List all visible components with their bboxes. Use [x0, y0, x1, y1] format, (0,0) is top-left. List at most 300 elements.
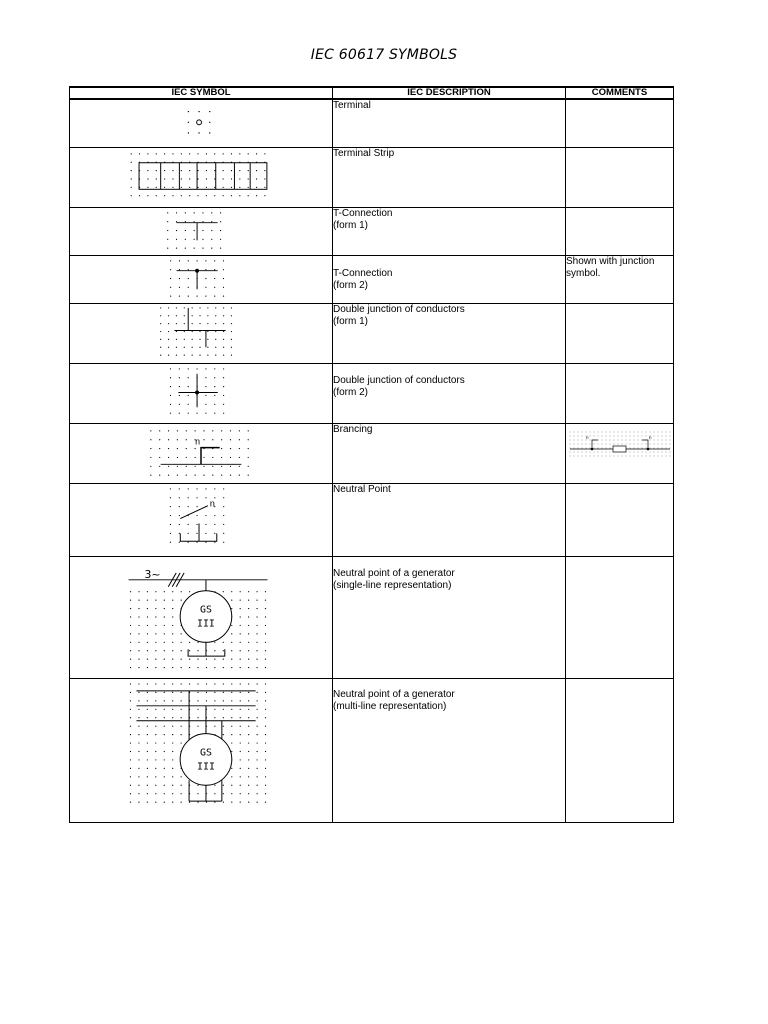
grid-dot — [172, 599, 173, 600]
grid-dot — [179, 403, 180, 404]
grid-dot — [199, 338, 200, 339]
grid-dot — [206, 666, 207, 667]
grid-dot — [205, 269, 206, 270]
grid-dot — [570, 443, 571, 444]
grid-dot — [176, 229, 177, 230]
grid-dot — [602, 455, 603, 456]
grid-dot — [172, 759, 173, 760]
grid-dot — [606, 439, 607, 440]
grid-dot — [167, 238, 168, 239]
table-row — [70, 207, 674, 255]
grid-dot — [231, 153, 232, 154]
grid-dot — [197, 178, 198, 179]
grid-dot — [212, 474, 213, 475]
grid-dot — [170, 514, 171, 515]
grid-dot — [248, 616, 249, 617]
grid-dot — [248, 456, 249, 457]
grid-dot — [189, 683, 190, 684]
grid-dot — [185, 212, 186, 213]
grid-dot — [181, 734, 182, 735]
grid-dot — [248, 607, 249, 608]
grid-dot — [147, 742, 148, 743]
description-cell — [333, 147, 566, 207]
grid-dot — [240, 658, 241, 659]
grid-dot — [256, 658, 257, 659]
grid-dot — [207, 338, 208, 339]
grid-dot — [240, 607, 241, 608]
grid-dot — [220, 229, 221, 230]
grid-dot — [221, 439, 222, 440]
grid-dot — [192, 346, 193, 347]
grid-dot — [578, 443, 579, 444]
t-connection-form2-icon — [70, 256, 332, 303]
grid-dot — [578, 451, 579, 452]
grid-dot — [196, 532, 197, 533]
grid-dot — [130, 750, 131, 751]
grid-dot — [196, 488, 197, 489]
grid-dot — [578, 435, 579, 436]
grid-dot — [658, 443, 659, 444]
grid-dot — [239, 195, 240, 196]
grid-dot — [614, 431, 615, 432]
grid-dot — [181, 691, 182, 692]
grid-dot — [138, 700, 139, 701]
grid-dot — [197, 691, 198, 692]
grid-dot — [197, 153, 198, 154]
grid-dot — [658, 455, 659, 456]
grid-dot — [646, 455, 647, 456]
grid-dot — [130, 776, 131, 777]
grid-dot — [582, 439, 583, 440]
grid-dot — [602, 451, 603, 452]
grid-dot — [570, 439, 571, 440]
grid-dot — [231, 683, 232, 684]
grid-dot — [184, 346, 185, 347]
grid-dot — [230, 474, 231, 475]
grid-dot — [167, 247, 168, 248]
grid-dot — [194, 238, 195, 239]
grid-dot — [199, 307, 200, 308]
grid-dot — [138, 725, 139, 726]
grid-dot — [214, 403, 215, 404]
grid-dot — [642, 435, 643, 436]
grid-dot — [147, 599, 148, 600]
description-cell — [333, 99, 566, 147]
grid-dot — [240, 624, 241, 625]
grid-dot — [147, 717, 148, 718]
grid-dot — [231, 633, 232, 634]
grid-dot — [223, 793, 224, 794]
grid-dot — [195, 447, 196, 448]
grid-dot — [172, 767, 173, 768]
grid-dot — [155, 591, 156, 592]
grid-dot — [155, 616, 156, 617]
grid-dot — [164, 750, 165, 751]
grid-dot — [666, 451, 667, 452]
grid-dot — [265, 734, 266, 735]
double-junction-form1-icon — [70, 304, 332, 363]
grid-dot — [256, 195, 257, 196]
grid-dot — [630, 443, 631, 444]
grid-dot — [670, 451, 671, 452]
grid-dot — [203, 474, 204, 475]
grid-dot — [248, 759, 249, 760]
grid-dot — [179, 523, 180, 524]
grid-dot — [654, 435, 655, 436]
grid-dot — [177, 465, 178, 466]
grid-dot — [662, 455, 663, 456]
grid-dot — [172, 691, 173, 692]
grid-dot — [138, 650, 139, 651]
generator-phases-label: III — [197, 617, 215, 629]
description-cell — [333, 207, 566, 255]
grid-dot — [156, 186, 157, 187]
grid-dot — [231, 607, 232, 608]
grid-dot — [172, 683, 173, 684]
grid-dot — [578, 439, 579, 440]
grid-dot — [223, 178, 224, 179]
grid-dot — [138, 776, 139, 777]
grid-dot — [239, 474, 240, 475]
comment-cell — [566, 363, 674, 423]
grid-dot — [130, 734, 131, 735]
grid-dot — [214, 708, 215, 709]
grid-dot — [221, 447, 222, 448]
grid-dot — [206, 700, 207, 701]
grid-dot — [164, 742, 165, 743]
comment-cell — [566, 255, 674, 303]
grid-dot — [231, 346, 232, 347]
grid-dot — [131, 195, 132, 196]
grid-dot — [196, 541, 197, 542]
grid-dot — [634, 439, 635, 440]
description-line: (single-line representation) — [333, 579, 452, 591]
grid-dot — [240, 599, 241, 600]
grid-dot — [231, 725, 232, 726]
grid-dot — [177, 430, 178, 431]
grid-dot — [147, 776, 148, 777]
grid-dot — [602, 439, 603, 440]
grid-dot — [248, 170, 249, 171]
grid-dot — [223, 195, 224, 196]
branch-mark: n — [195, 436, 201, 447]
grid-dot — [231, 750, 232, 751]
grid-dot — [159, 439, 160, 440]
grid-dot — [666, 439, 667, 440]
grid-dot — [256, 186, 257, 187]
grid-dot — [265, 633, 266, 634]
grid-dot — [186, 465, 187, 466]
table-row — [70, 483, 674, 556]
grid-dot — [199, 330, 200, 331]
grid-dot — [214, 412, 215, 413]
grid-dot — [164, 170, 165, 171]
grid-dot — [248, 801, 249, 802]
grid-dot — [598, 443, 599, 444]
grid-dot — [155, 691, 156, 692]
grid-dot — [646, 443, 647, 444]
grid-dot — [130, 700, 131, 701]
grid-dot — [240, 750, 241, 751]
grid-dot — [214, 488, 215, 489]
description-line: T-Connection — [333, 207, 393, 219]
grid-dot — [189, 195, 190, 196]
grid-dot — [598, 455, 599, 456]
grid-dot — [188, 295, 189, 296]
grid-dot — [239, 447, 240, 448]
grid-dot — [594, 443, 595, 444]
grid-dot — [147, 708, 148, 709]
grid-dot — [181, 725, 182, 726]
grid-dot — [223, 354, 224, 355]
grid-dot — [130, 767, 131, 768]
grid-dot — [256, 616, 257, 617]
grid-dot — [176, 307, 177, 308]
grid-dot — [188, 506, 189, 507]
grid-dot — [582, 455, 583, 456]
grid-dot — [164, 624, 165, 625]
grid-dot — [155, 700, 156, 701]
grid-dot — [638, 435, 639, 436]
grid-dot — [257, 801, 258, 802]
grid-dot — [223, 186, 224, 187]
grid-dot — [598, 447, 599, 448]
grid-dot — [248, 700, 249, 701]
grid-dot — [197, 666, 198, 667]
grid-dot — [164, 725, 165, 726]
grid-dot — [214, 368, 215, 369]
grid-dot — [130, 658, 131, 659]
grid-dot — [172, 624, 173, 625]
grid-dot — [654, 443, 655, 444]
grid-dot — [586, 443, 587, 444]
grid-dot — [168, 456, 169, 457]
grid-dot — [197, 658, 198, 659]
grid-dot — [594, 455, 595, 456]
grid-dot — [207, 330, 208, 331]
grid-dot — [206, 153, 207, 154]
grid-dot — [172, 195, 173, 196]
grid-dot — [172, 700, 173, 701]
grid-dot — [172, 742, 173, 743]
grid-dot — [231, 801, 232, 802]
grid-dot — [155, 725, 156, 726]
grid-dot — [196, 497, 197, 498]
grid-dot — [214, 532, 215, 533]
grid-dot — [160, 338, 161, 339]
description-line: (form 2) — [333, 279, 368, 291]
grid-dot — [172, 153, 173, 154]
grid-dot — [634, 447, 635, 448]
grid-dot — [196, 295, 197, 296]
grid-dot — [231, 717, 232, 718]
grid-dot — [179, 412, 180, 413]
grid-dot — [586, 451, 587, 452]
terminal-strip-icon — [70, 148, 332, 207]
description-line: Terminal Strip — [333, 147, 395, 159]
grid-dot — [181, 170, 182, 171]
grid-dot — [231, 307, 232, 308]
grid-dot — [223, 170, 224, 171]
grid-dot — [179, 506, 180, 507]
grid-dot — [179, 514, 180, 515]
grid-dot — [176, 238, 177, 239]
grid-dot — [638, 443, 639, 444]
grid-dot — [586, 431, 587, 432]
grid-dot — [240, 691, 241, 692]
grid-dot — [147, 195, 148, 196]
grid-dot — [214, 178, 215, 179]
grid-dot — [184, 354, 185, 355]
grid-dot — [574, 443, 575, 444]
grid-dot — [231, 650, 232, 651]
grid-dot — [231, 330, 232, 331]
grid-dot — [189, 186, 190, 187]
grid-dot — [172, 666, 173, 667]
grid-dot — [240, 801, 241, 802]
grid-dot — [184, 315, 185, 316]
grid-dot — [197, 683, 198, 684]
grid-dot — [172, 717, 173, 718]
grid-dot — [606, 451, 607, 452]
grid-dot — [257, 767, 258, 768]
grid-dot — [130, 650, 131, 651]
grid-dot — [170, 260, 171, 261]
grid-dot — [220, 221, 221, 222]
grid-dot — [212, 465, 213, 466]
grid-dot — [574, 451, 575, 452]
grid-dot — [223, 532, 224, 533]
grid-dot — [192, 323, 193, 324]
grid-dot — [248, 591, 249, 592]
grid-dot — [181, 153, 182, 154]
grid-dot — [265, 776, 266, 777]
grid-dot — [172, 734, 173, 735]
grid-dot — [168, 465, 169, 466]
grid-dot — [265, 599, 266, 600]
grid-dot — [223, 488, 224, 489]
grid-dot — [257, 776, 258, 777]
grid-dot — [231, 767, 232, 768]
grid-dot — [214, 725, 215, 726]
grid-dot — [202, 238, 203, 239]
grid-dot — [646, 451, 647, 452]
table-row — [70, 303, 674, 363]
grid-dot — [168, 315, 169, 316]
description-line: Brancing — [333, 423, 373, 435]
grid-dot — [257, 784, 258, 785]
grid-dot — [598, 451, 599, 452]
grid-dot — [155, 801, 156, 802]
grid-dot — [181, 717, 182, 718]
grid-dot — [155, 658, 156, 659]
grid-dot — [197, 801, 198, 802]
grid-dot — [155, 776, 156, 777]
grid-dot — [214, 666, 215, 667]
grid-dot — [170, 532, 171, 533]
grid-dot — [265, 683, 266, 684]
grid-dot — [181, 742, 182, 743]
description-line: Neutral point of a generator — [333, 567, 455, 579]
grid-dot — [172, 750, 173, 751]
grid-dot — [602, 443, 603, 444]
grid-dot — [170, 394, 171, 395]
grid-dot — [257, 717, 258, 718]
grid-dot — [606, 431, 607, 432]
grid-dot — [186, 447, 187, 448]
grid-dot — [206, 683, 207, 684]
grid-dot — [155, 784, 156, 785]
grid-dot — [223, 277, 224, 278]
grid-dot — [131, 178, 132, 179]
grid-dot — [138, 691, 139, 692]
grid-dot — [594, 447, 595, 448]
grid-dot — [239, 465, 240, 466]
grid-dot — [248, 178, 249, 179]
grid-dot — [211, 212, 212, 213]
grid-dot — [223, 708, 224, 709]
grid-dot — [264, 153, 265, 154]
grid-dot — [214, 394, 215, 395]
symbol-cell — [70, 303, 333, 363]
grid-dot — [626, 439, 627, 440]
grid-dot — [202, 221, 203, 222]
grid-dot — [215, 315, 216, 316]
grid-dot — [574, 447, 575, 448]
grid-dot — [248, 641, 249, 642]
grid-dot — [240, 683, 241, 684]
grid-dot — [147, 591, 148, 592]
grid-dot — [670, 455, 671, 456]
grid-dot — [240, 725, 241, 726]
grid-dot — [199, 323, 200, 324]
grid-dot — [248, 465, 249, 466]
grid-dot — [230, 439, 231, 440]
grid-dot — [179, 260, 180, 261]
grid-dot — [164, 691, 165, 692]
grid-dot — [215, 338, 216, 339]
grid-dot — [670, 439, 671, 440]
grid-dot — [662, 439, 663, 440]
grid-dot — [223, 269, 224, 270]
grid-dot — [168, 447, 169, 448]
symbol-cell — [70, 556, 333, 678]
grid-dot — [614, 443, 615, 444]
grid-dot — [155, 708, 156, 709]
grid-dot — [179, 488, 180, 489]
grid-dot — [654, 431, 655, 432]
grid-dot — [626, 431, 627, 432]
grid-dot — [138, 708, 139, 709]
grid-dot — [170, 497, 171, 498]
grid-dot — [188, 541, 189, 542]
grid-dot — [223, 286, 224, 287]
grid-dot — [590, 443, 591, 444]
grid-dot — [630, 455, 631, 456]
grid-dot — [610, 443, 611, 444]
grid-dot — [256, 624, 257, 625]
grid-dot — [185, 221, 186, 222]
grid-dot — [170, 277, 171, 278]
grid-dot — [205, 412, 206, 413]
grid-dot — [138, 641, 139, 642]
grid-dot — [658, 447, 659, 448]
grid-dot — [164, 153, 165, 154]
grid-dot — [197, 708, 198, 709]
grid-dot — [130, 607, 131, 608]
grid-dot — [181, 195, 182, 196]
grid-dot — [205, 394, 206, 395]
